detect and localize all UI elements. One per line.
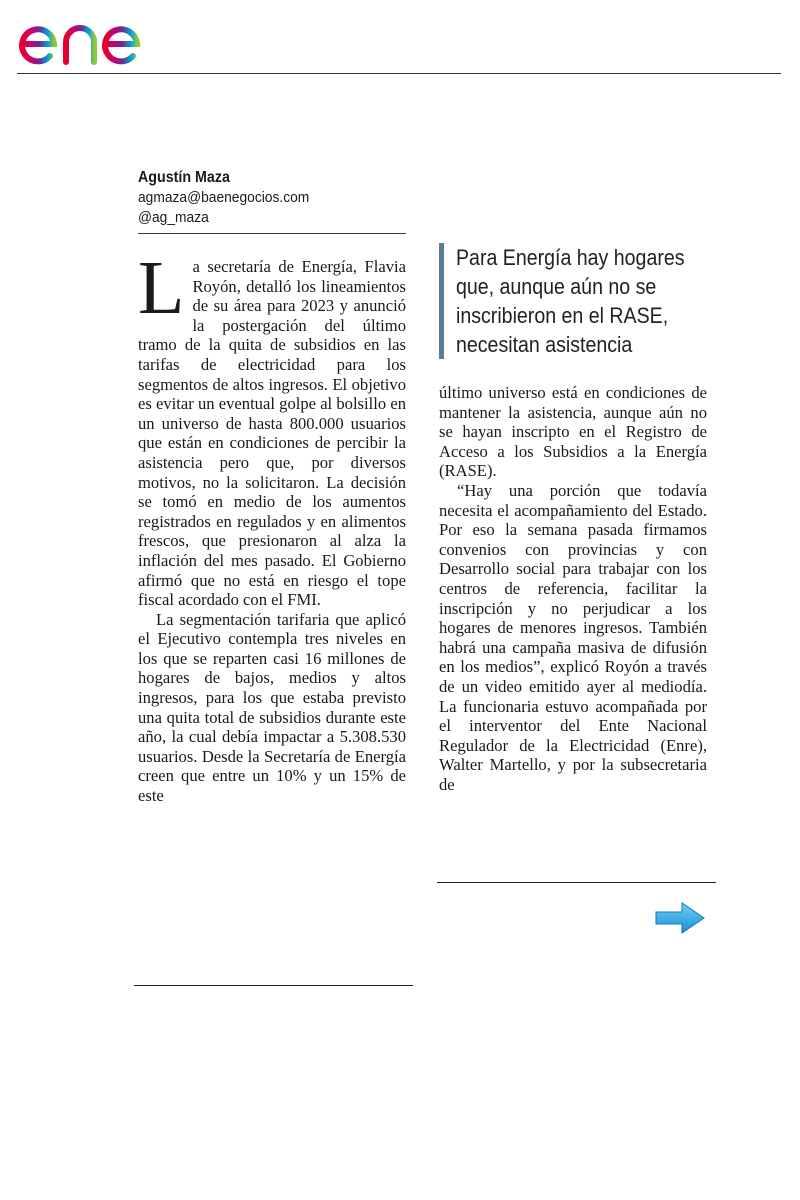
author-name: Agustín Maza [138,169,230,186]
article-paragraph: a secretaría de Energía, Flavia Royón, detalló los lineamientos de su área para 2023 y anunció la postergación del último tramo de la quita de subsidios en las tarifas de electricidad para los segmentos de altos ingresos. El objetivo es evitar un eventual golpe al bolsillo en un universo de hasta 800.000 usuarios que están en condiciones de percibir la asistencia pero que, por diversos motivos, no la solicitaron. La decisión se tomó en medio de los aumentos registrados en regulados y en alimentos frescos, que presionaron al alza la inflación del mes pasado. El Gobierno afirmó que no está en riesgo el tope fiscal acordado con el FMI. [138,257,406,610]
article-column-right [439,383,707,794]
author-byline [138,168,406,228]
headline [439,243,714,359]
arrow-right-icon[interactable] [654,900,706,936]
enel-logo [18,4,183,68]
drop-cap: L [138,246,185,330]
article-column-left [138,246,406,806]
column-end-rule [134,985,413,986]
headline-line: Para Energía hay hogares [456,245,685,270]
article-paragraph: último universo está en condiciones de mantener la asistencia, aunque aún no se hayan inscripto en el Registro de Acceso a los Subsidios a la Energía (RASE). [439,383,707,481]
author-email[interactable]: agmaza@baenegocios.com [138,189,310,206]
header-rule [17,73,781,74]
headline-line: inscribieron en el RASE, [456,303,669,328]
byline-rule [138,233,406,234]
column-end-rule [437,882,716,883]
article-paragraph: “Hay una porción que todavía necesita el acompañamiento del Estado. Por eso la semana pasada firmamos convenios con provincias y con Desarrollo social para trabajar con los centros de referencia, facilitar la inscripción y no perjudicar a los hogares de menores ingresos. También habrá una campaña masiva de difusión en los medios”, explicó Royón a través de un video emitido ayer al mediodía. La funcionaria estuvo acompañada por el interventor del Ente Nacional Regulador de la Electricidad (Enre), Walter Martello, y por la subsecretaria de [439,480,707,794]
headline-line: que, aunque aún no se [456,274,657,299]
headline-line: necesitan asistencia [456,332,633,357]
article-paragraph: La segmentación tarifaria que aplicó el Ejecutivo contempla tres niveles en los que se reparten casi 16 millones de hogares de bajos, medios y altos ingresos, para los que estaba previsto una quita total de subsidios durante este año, la cual debía impactar a 5.308.530 usuarios. Desde la Secretaría de Energía creen que entre un 10% y un 15% de este [138,609,406,806]
author-handle[interactable]: @ag_maza [138,209,209,226]
